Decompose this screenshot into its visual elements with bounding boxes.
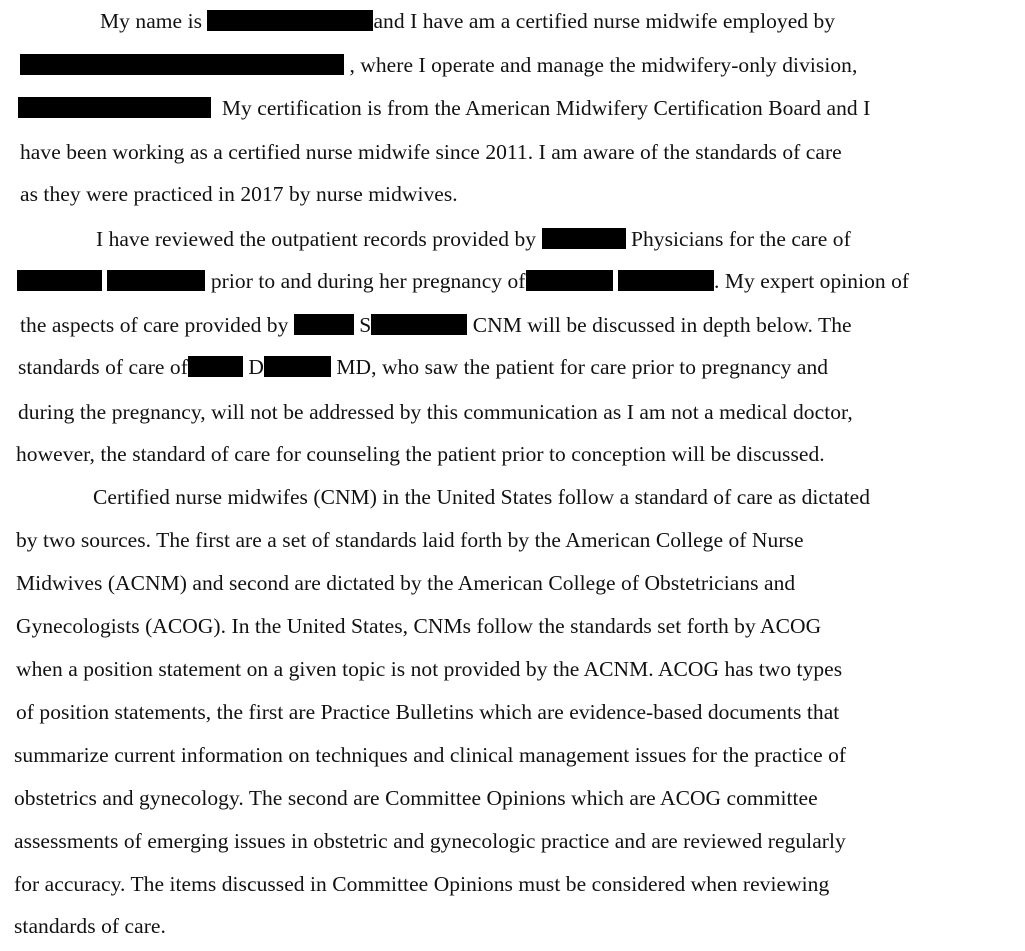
text-segment: have been working as a certified nurse midwife since 2011. I am aware of the standards of care bbox=[20, 140, 842, 164]
redaction-box bbox=[618, 270, 714, 291]
redaction-box bbox=[526, 270, 613, 291]
text-segment: assessments of emerging issues in obstetric and gynecologic practice and are reviewed regularly bbox=[14, 829, 846, 853]
text-segment: standards of care of bbox=[18, 355, 188, 379]
text-segment: Certified nurse midwifes (CNM) in the United States follow a standard of care as dictated bbox=[93, 485, 871, 509]
text-segment: however, the standard of care for counseling the patient prior to conception will be discussed. bbox=[16, 442, 825, 466]
p3-line-3 bbox=[16, 570, 795, 596]
text-segment: MD, who saw the patient for care prior to pregnancy and bbox=[336, 355, 829, 379]
p2-line-4 bbox=[18, 354, 828, 380]
redaction-box bbox=[17, 270, 102, 291]
redaction-box bbox=[107, 270, 205, 291]
redaction-box bbox=[294, 314, 354, 335]
redaction-box bbox=[20, 54, 344, 75]
text-segment: S bbox=[359, 313, 372, 337]
p3-line-4 bbox=[16, 613, 821, 639]
p1-line-1 bbox=[100, 8, 835, 34]
p3-line-9 bbox=[14, 828, 846, 854]
text-segment: My certification is from the American Midwifery Certification Board and I bbox=[221, 96, 871, 120]
p2-line-5 bbox=[18, 399, 853, 425]
p3-line-1 bbox=[93, 484, 870, 510]
text-segment: Physicians for the care of bbox=[630, 227, 851, 251]
redaction-box bbox=[207, 10, 373, 31]
p1-line-4 bbox=[20, 139, 842, 165]
text-segment: summarize current information on techniques and clinical management issues for the practice of bbox=[14, 743, 847, 767]
text-segment: and I have am a certified nurse midwife employed by bbox=[373, 9, 836, 33]
p2-line-1 bbox=[96, 226, 851, 252]
p2-line-6 bbox=[16, 441, 825, 467]
text-segment: , where I operate and manage the midwifery-only division, bbox=[349, 53, 858, 77]
text-segment: I have reviewed the outpatient records provided by bbox=[96, 227, 537, 251]
p1-line-5 bbox=[20, 181, 458, 207]
p2-line-2 bbox=[17, 268, 909, 294]
p1-line-2 bbox=[20, 52, 857, 78]
text-segment: My name is bbox=[100, 9, 203, 33]
text-segment: during the pregnancy, will not be addressed by this communication as I am not a medical doctor, bbox=[18, 400, 853, 424]
text-segment: standards of care. bbox=[14, 914, 166, 938]
p3-line-10 bbox=[14, 871, 829, 897]
redaction-box bbox=[264, 356, 331, 377]
text-segment: for accuracy. The items discussed in Committee Opinions must be considered when reviewing bbox=[14, 872, 830, 896]
p3-line-11 bbox=[14, 913, 166, 939]
text-segment: Gynecologists (ACOG). In the United States, CNMs follow the standards set forth by ACOG bbox=[16, 614, 822, 638]
p3-line-5 bbox=[16, 656, 842, 682]
text-segment: as they were practiced in 2017 by nurse midwives. bbox=[20, 182, 458, 206]
redaction-box bbox=[371, 314, 467, 335]
text-segment: when a position statement on a given topic is not provided by the ACNM. ACOG has two types bbox=[16, 657, 843, 681]
p3-line-7 bbox=[14, 742, 846, 768]
text-segment: by two sources. The first are a set of standards laid forth by the American College of Nurse bbox=[16, 528, 804, 552]
text-segment: CNM will be discussed in depth below. The bbox=[472, 313, 852, 337]
text-segment: the aspects of care provided by bbox=[20, 313, 289, 337]
p3-line-2 bbox=[16, 527, 804, 553]
text-segment: Midwives (ACNM) and second are dictated by the American College of Obstetricians and bbox=[16, 571, 796, 595]
p2-line-3 bbox=[20, 312, 852, 338]
text-segment: prior to and during her pregnancy of bbox=[210, 269, 526, 293]
p3-line-8 bbox=[14, 785, 818, 811]
text-segment: . My expert opinion of bbox=[713, 269, 910, 293]
p1-line-3 bbox=[18, 95, 870, 121]
redaction-box bbox=[18, 97, 211, 118]
redaction-box bbox=[188, 356, 243, 377]
redaction-box bbox=[542, 228, 626, 249]
text-segment: obstetrics and gynecology. The second are Committee Opinions which are ACOG committee bbox=[14, 786, 818, 810]
text-segment: D bbox=[248, 355, 264, 379]
p3-line-6 bbox=[16, 699, 839, 725]
text-segment: of position statements, the first are Practice Bulletins which are evidence-based documents that bbox=[16, 700, 840, 724]
